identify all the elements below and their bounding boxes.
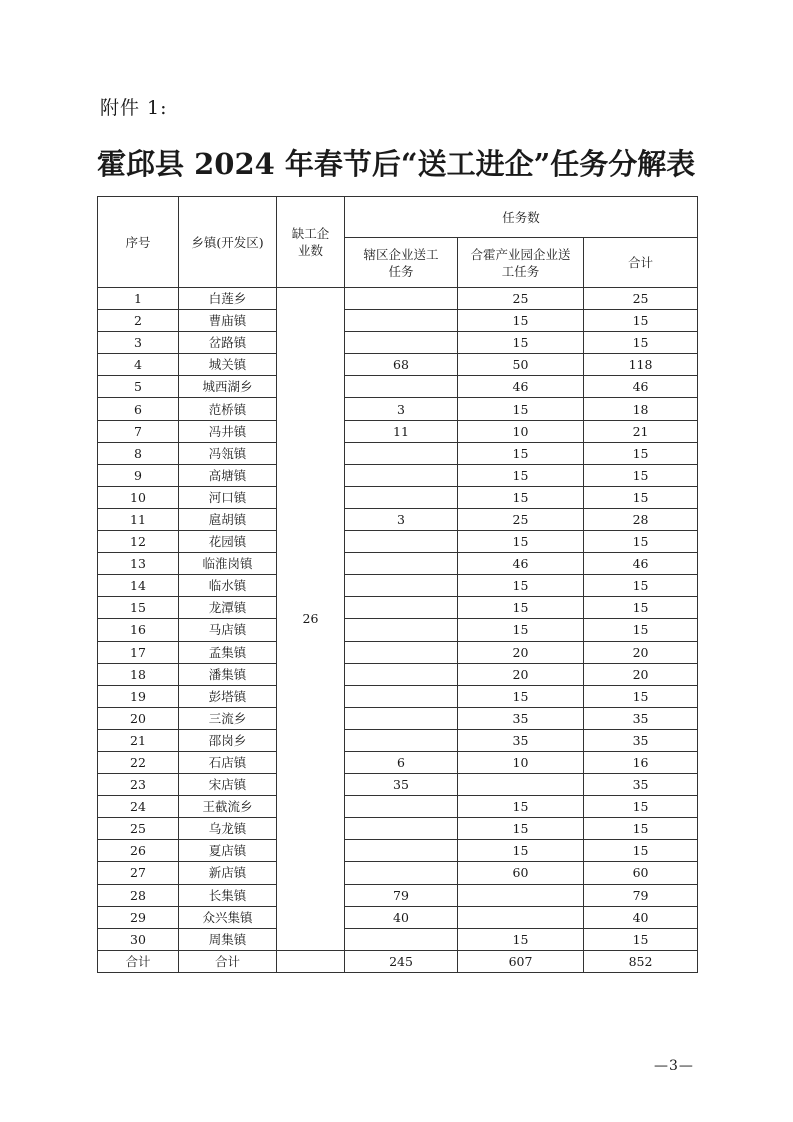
row-park-task: 15 <box>458 840 584 862</box>
row-total: 46 <box>584 376 698 398</box>
row-jurisdiction-task: 68 <box>345 354 458 376</box>
row-total: 60 <box>584 862 698 884</box>
row-jurisdiction-task: 3 <box>345 398 458 420</box>
row-jurisdiction-task <box>345 597 458 619</box>
row-town: 彭塔镇 <box>179 685 277 707</box>
row-jurisdiction-task <box>345 840 458 862</box>
header-shortage <box>277 197 345 288</box>
footer-shortage <box>277 950 345 972</box>
row-total: 15 <box>584 310 698 332</box>
row-index: 19 <box>98 685 179 707</box>
row-total: 35 <box>584 707 698 729</box>
row-town: 龙潭镇 <box>179 597 277 619</box>
table-row <box>98 575 698 597</box>
row-index: 12 <box>98 531 179 553</box>
row-index: 20 <box>98 707 179 729</box>
row-park-task: 60 <box>458 862 584 884</box>
row-jurisdiction-task: 40 <box>345 906 458 928</box>
table-row <box>98 398 698 420</box>
row-jurisdiction-task <box>345 288 458 310</box>
table-row <box>98 354 698 376</box>
row-park-task: 15 <box>458 464 584 486</box>
row-index: 22 <box>98 751 179 773</box>
row-jurisdiction-task: 11 <box>345 420 458 442</box>
row-jurisdiction-task <box>345 729 458 751</box>
row-jurisdiction-task <box>345 818 458 840</box>
row-town: 范桥镇 <box>179 398 277 420</box>
row-town: 孟集镇 <box>179 641 277 663</box>
row-jurisdiction-task <box>345 332 458 354</box>
row-index: 6 <box>98 398 179 420</box>
row-park-task: 20 <box>458 663 584 685</box>
row-park-task <box>458 884 584 906</box>
row-park-task: 15 <box>458 332 584 354</box>
row-park-task: 25 <box>458 508 584 530</box>
row-jurisdiction-task <box>345 376 458 398</box>
row-total: 21 <box>584 420 698 442</box>
row-index: 17 <box>98 641 179 663</box>
row-town: 新店镇 <box>179 862 277 884</box>
row-jurisdiction-task: 35 <box>345 774 458 796</box>
row-jurisdiction-task <box>345 796 458 818</box>
row-town: 冯瓴镇 <box>179 442 277 464</box>
row-park-task: 46 <box>458 553 584 575</box>
row-park-task: 25 <box>458 288 584 310</box>
row-jurisdiction-task <box>345 928 458 950</box>
row-town: 河口镇 <box>179 486 277 508</box>
row-index: 8 <box>98 442 179 464</box>
row-town: 夏店镇 <box>179 840 277 862</box>
footer-label: 合计 <box>98 950 179 972</box>
table-row <box>98 553 698 575</box>
header-jurisdiction-task-text: 辖区企业送工任务 <box>363 246 439 279</box>
row-index: 13 <box>98 553 179 575</box>
attachment-label: 附件 1: <box>100 97 168 119</box>
row-total: 25 <box>584 288 698 310</box>
table-row <box>98 442 698 464</box>
table-row <box>98 288 698 310</box>
row-town: 王截流乡 <box>179 796 277 818</box>
row-town: 宋店镇 <box>179 774 277 796</box>
row-total: 15 <box>584 332 698 354</box>
row-park-task: 15 <box>458 928 584 950</box>
table-row <box>98 663 698 685</box>
table-row <box>98 906 698 928</box>
row-park-task: 15 <box>458 310 584 332</box>
row-total: 15 <box>584 442 698 464</box>
row-jurisdiction-task <box>345 619 458 641</box>
row-index: 27 <box>98 862 179 884</box>
row-index: 14 <box>98 575 179 597</box>
row-total: 15 <box>584 531 698 553</box>
row-town: 周集镇 <box>179 928 277 950</box>
row-town: 长集镇 <box>179 884 277 906</box>
row-index: 11 <box>98 508 179 530</box>
row-park-task: 15 <box>458 818 584 840</box>
row-total: 40 <box>584 906 698 928</box>
row-index: 29 <box>98 906 179 928</box>
row-total: 20 <box>584 641 698 663</box>
header-task-group: 任务数 <box>345 197 698 238</box>
table-row <box>98 641 698 663</box>
row-park-task: 15 <box>458 619 584 641</box>
row-index: 10 <box>98 486 179 508</box>
row-index: 2 <box>98 310 179 332</box>
row-total: 15 <box>584 818 698 840</box>
row-total: 15 <box>584 619 698 641</box>
row-total: 15 <box>584 796 698 818</box>
header-shortage-text: 缺工企业数 <box>291 226 330 258</box>
table-row <box>98 685 698 707</box>
row-jurisdiction-task <box>345 464 458 486</box>
row-jurisdiction-task <box>345 663 458 685</box>
row-jurisdiction-task <box>345 442 458 464</box>
table-row <box>98 508 698 530</box>
row-town: 临水镇 <box>179 575 277 597</box>
table-row <box>98 376 698 398</box>
row-town: 三流乡 <box>179 707 277 729</box>
header-park-task-text: 合霍产业园企业送工任务 <box>470 246 571 279</box>
row-park-task: 15 <box>458 575 584 597</box>
table-row <box>98 420 698 442</box>
row-park-task: 10 <box>458 751 584 773</box>
row-index: 7 <box>98 420 179 442</box>
row-index: 4 <box>98 354 179 376</box>
document-title: 霍邱县 2024 年春节后“送工进企”任务分解表 <box>97 147 696 181</box>
row-town: 石店镇 <box>179 751 277 773</box>
row-town: 潘集镇 <box>179 663 277 685</box>
row-total: 15 <box>584 575 698 597</box>
row-town: 城关镇 <box>179 354 277 376</box>
row-jurisdiction-task: 3 <box>345 508 458 530</box>
row-park-task: 15 <box>458 398 584 420</box>
row-park-task: 10 <box>458 420 584 442</box>
row-index: 16 <box>98 619 179 641</box>
row-total: 15 <box>584 685 698 707</box>
header-park-task <box>458 238 584 288</box>
shortage-enterprise-count: 26 <box>277 288 345 951</box>
row-total: 18 <box>584 398 698 420</box>
page-number: —3— <box>654 1058 694 1074</box>
row-jurisdiction-task: 79 <box>345 884 458 906</box>
row-total: 15 <box>584 840 698 862</box>
row-jurisdiction-task <box>345 641 458 663</box>
row-town: 曹庙镇 <box>179 310 277 332</box>
row-total: 15 <box>584 928 698 950</box>
table-row <box>98 332 698 354</box>
row-total: 35 <box>584 729 698 751</box>
row-jurisdiction-task <box>345 553 458 575</box>
row-park-task: 15 <box>458 486 584 508</box>
header-jurisdiction-task <box>345 238 458 288</box>
row-town: 花园镇 <box>179 531 277 553</box>
row-jurisdiction-task <box>345 862 458 884</box>
row-index: 18 <box>98 663 179 685</box>
row-town: 城西湖乡 <box>179 376 277 398</box>
row-jurisdiction-task <box>345 531 458 553</box>
row-total: 46 <box>584 553 698 575</box>
table-row <box>98 751 698 773</box>
footer-row <box>98 950 698 972</box>
row-total: 20 <box>584 663 698 685</box>
footer-park-total: 607 <box>458 950 584 972</box>
table-row <box>98 928 698 950</box>
row-park-task <box>458 906 584 928</box>
header-total: 合计 <box>584 238 698 288</box>
row-town: 白莲乡 <box>179 288 277 310</box>
row-park-task: 50 <box>458 354 584 376</box>
row-park-task: 15 <box>458 442 584 464</box>
row-town: 冯井镇 <box>179 420 277 442</box>
row-park-task: 20 <box>458 641 584 663</box>
header-index: 序号 <box>98 197 179 288</box>
row-park-task: 35 <box>458 707 584 729</box>
row-town: 高塘镇 <box>179 464 277 486</box>
row-index: 25 <box>98 818 179 840</box>
row-index: 15 <box>98 597 179 619</box>
row-town: 乌龙镇 <box>179 818 277 840</box>
table-row <box>98 310 698 332</box>
row-jurisdiction-task <box>345 575 458 597</box>
row-jurisdiction-task <box>345 310 458 332</box>
row-index: 1 <box>98 288 179 310</box>
row-index: 9 <box>98 464 179 486</box>
footer-local-total: 245 <box>345 950 458 972</box>
row-jurisdiction-task: 6 <box>345 751 458 773</box>
table-row <box>98 818 698 840</box>
row-total: 15 <box>584 486 698 508</box>
row-total: 16 <box>584 751 698 773</box>
table-row <box>98 619 698 641</box>
row-total: 28 <box>584 508 698 530</box>
row-total: 15 <box>584 464 698 486</box>
row-total: 118 <box>584 354 698 376</box>
table-row <box>98 597 698 619</box>
table-row <box>98 531 698 553</box>
table-row <box>98 464 698 486</box>
row-park-task: 15 <box>458 531 584 553</box>
row-index: 28 <box>98 884 179 906</box>
row-town: 邵岗乡 <box>179 729 277 751</box>
row-index: 26 <box>98 840 179 862</box>
row-index: 21 <box>98 729 179 751</box>
row-town: 岔路镇 <box>179 332 277 354</box>
row-park-task: 15 <box>458 796 584 818</box>
task-breakdown-table <box>97 196 698 973</box>
row-town: 扈胡镇 <box>179 508 277 530</box>
row-total: 15 <box>584 597 698 619</box>
table-row <box>98 796 698 818</box>
table-row <box>98 729 698 751</box>
row-town: 众兴集镇 <box>179 906 277 928</box>
row-park-task: 15 <box>458 597 584 619</box>
row-index: 24 <box>98 796 179 818</box>
table-row <box>98 840 698 862</box>
table-row <box>98 707 698 729</box>
footer-town-label: 合计 <box>179 950 277 972</box>
table-row <box>98 486 698 508</box>
row-index: 30 <box>98 928 179 950</box>
row-town: 马店镇 <box>179 619 277 641</box>
table-row <box>98 774 698 796</box>
row-park-task: 46 <box>458 376 584 398</box>
row-park-task: 15 <box>458 685 584 707</box>
row-town: 临淮岗镇 <box>179 553 277 575</box>
row-jurisdiction-task <box>345 685 458 707</box>
table-row <box>98 862 698 884</box>
row-total: 35 <box>584 774 698 796</box>
row-park-task: 35 <box>458 729 584 751</box>
row-park-task <box>458 774 584 796</box>
row-index: 5 <box>98 376 179 398</box>
row-index: 3 <box>98 332 179 354</box>
table-row <box>98 884 698 906</box>
row-index: 23 <box>98 774 179 796</box>
header-town: 乡镇(开发区) <box>179 197 277 288</box>
row-jurisdiction-task <box>345 707 458 729</box>
footer-grand-total: 852 <box>584 950 698 972</box>
row-jurisdiction-task <box>345 486 458 508</box>
row-total: 79 <box>584 884 698 906</box>
